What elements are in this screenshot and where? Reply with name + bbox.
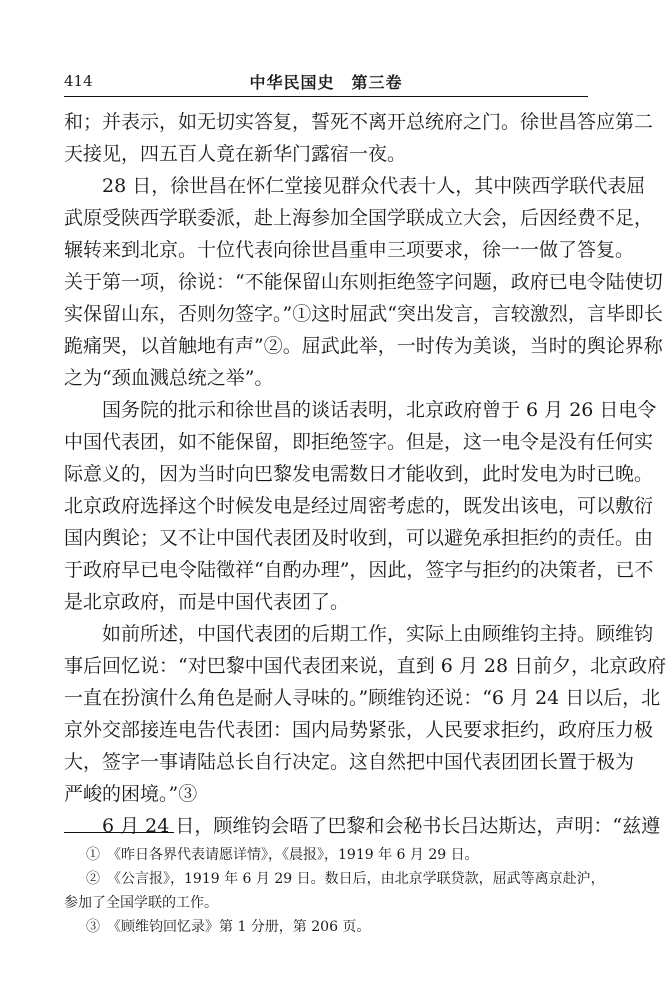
footnote-rule <box>64 832 174 833</box>
text-line: 28 日，徐世昌在怀仁堂接见群众代表十人，其中陕西学联代表屈 <box>102 175 646 197</box>
text-line: 北京政府选择这个时候发电是经过周密考虑的，既发出该电，可以敷衍 <box>64 495 654 517</box>
text-line: 跪痛哭，以首触地有声”②。屈武此举，一时传为美谈，当时的舆论界称 <box>64 335 663 357</box>
text-line: 是北京政府，而是中国代表团了。 <box>64 591 350 613</box>
text-line: 天接见，四五百人竟在新华门露宿一夜。 <box>64 143 407 165</box>
text-line: 际意义的，因为当时向巴黎发电需数日才能收到，此时发电为时已晚。 <box>64 463 654 485</box>
text-line: 国务院的批示和徐世昌的谈话表明，北京政府曾于 6 月 26 日电令 <box>102 399 657 421</box>
text-line: 如前所述，中国代表团的后期工作，实际上由顾维钧主持。顾维钧 <box>102 623 654 645</box>
header-rule <box>64 96 588 97</box>
text-line: 之为“颈血溅总统之举”。 <box>64 367 274 389</box>
text-line: 严峻的困境。”③ <box>64 783 198 805</box>
text-line: 京外交部接连电告代表团：国内局势紧张，人民要求拒约，政府压力极 <box>64 719 654 741</box>
text-line: 大，签字一事请陆总长自行决定。这自然把中国代表团团长置于极为 <box>64 751 635 773</box>
text-line: 关于第一项，徐说：“不能保留山东则拒绝签字问题，政府已电令陆使切 <box>64 271 663 293</box>
text-line: 一直在扮演什么角色是耐人寻味的。”顾维钧还说：“6 月 24 日以后，北 <box>64 687 661 709</box>
text-line: 6 月 24 日，顾维钧会晤了巴黎和会秘书长吕达斯达，声明：“兹遵 <box>102 815 661 837</box>
page-number: 414 <box>64 72 93 90</box>
footnote-line: ② 《公言报》，1919 年 6 月 29 日。数日后，由北京学联贷款，屈武等离京赴沪， <box>86 871 605 887</box>
running-header <box>64 66 588 96</box>
text-line: 实保留山东，否则勿签字。”①这时屈武“突出发言，言较激烈，言毕即长 <box>64 303 663 325</box>
body-text <box>64 106 666 842</box>
text-line: 于政府早已电令陆徵祥“自酌办理”，因此，签字与拒约的决策者，已不 <box>64 559 654 581</box>
footnotes <box>64 843 605 939</box>
text-line: 事后回忆说：“对巴黎中国代表团来说，直到 6 月 28 日前夕，北京政府 <box>64 655 666 677</box>
running-title: 中华民国史 第三卷 <box>249 73 403 92</box>
text-line: 和；并表示，如无切实答复，誓死不离开总统府之门。徐世昌答应第二 <box>64 111 654 133</box>
footnote-line: ① 《昨日各界代表请愿详情》，《晨报》，1919 年 6 月 29 日。 <box>86 847 479 863</box>
footnote-line: ③ 《顾维钧回忆录》第 1 分册，第 206 页。 <box>86 919 371 935</box>
text-line: 武原受陕西学联委派，赴上海参加全国学联成立大会，后因经费不足， <box>64 207 654 229</box>
text-line: 国内舆论；又不让中国代表团及时收到，可以避免承担拒约的责任。由 <box>64 527 654 549</box>
text-line: 辗转来到北京。十位代表向徐世昌重申三项要求，徐一一做了答复。 <box>64 239 635 261</box>
text-line: 中国代表团，如不能保留，即拒绝签字。但是，这一电令是没有任何实 <box>64 431 654 453</box>
footnote-line: 参加了全国学联的工作。 <box>64 895 218 911</box>
